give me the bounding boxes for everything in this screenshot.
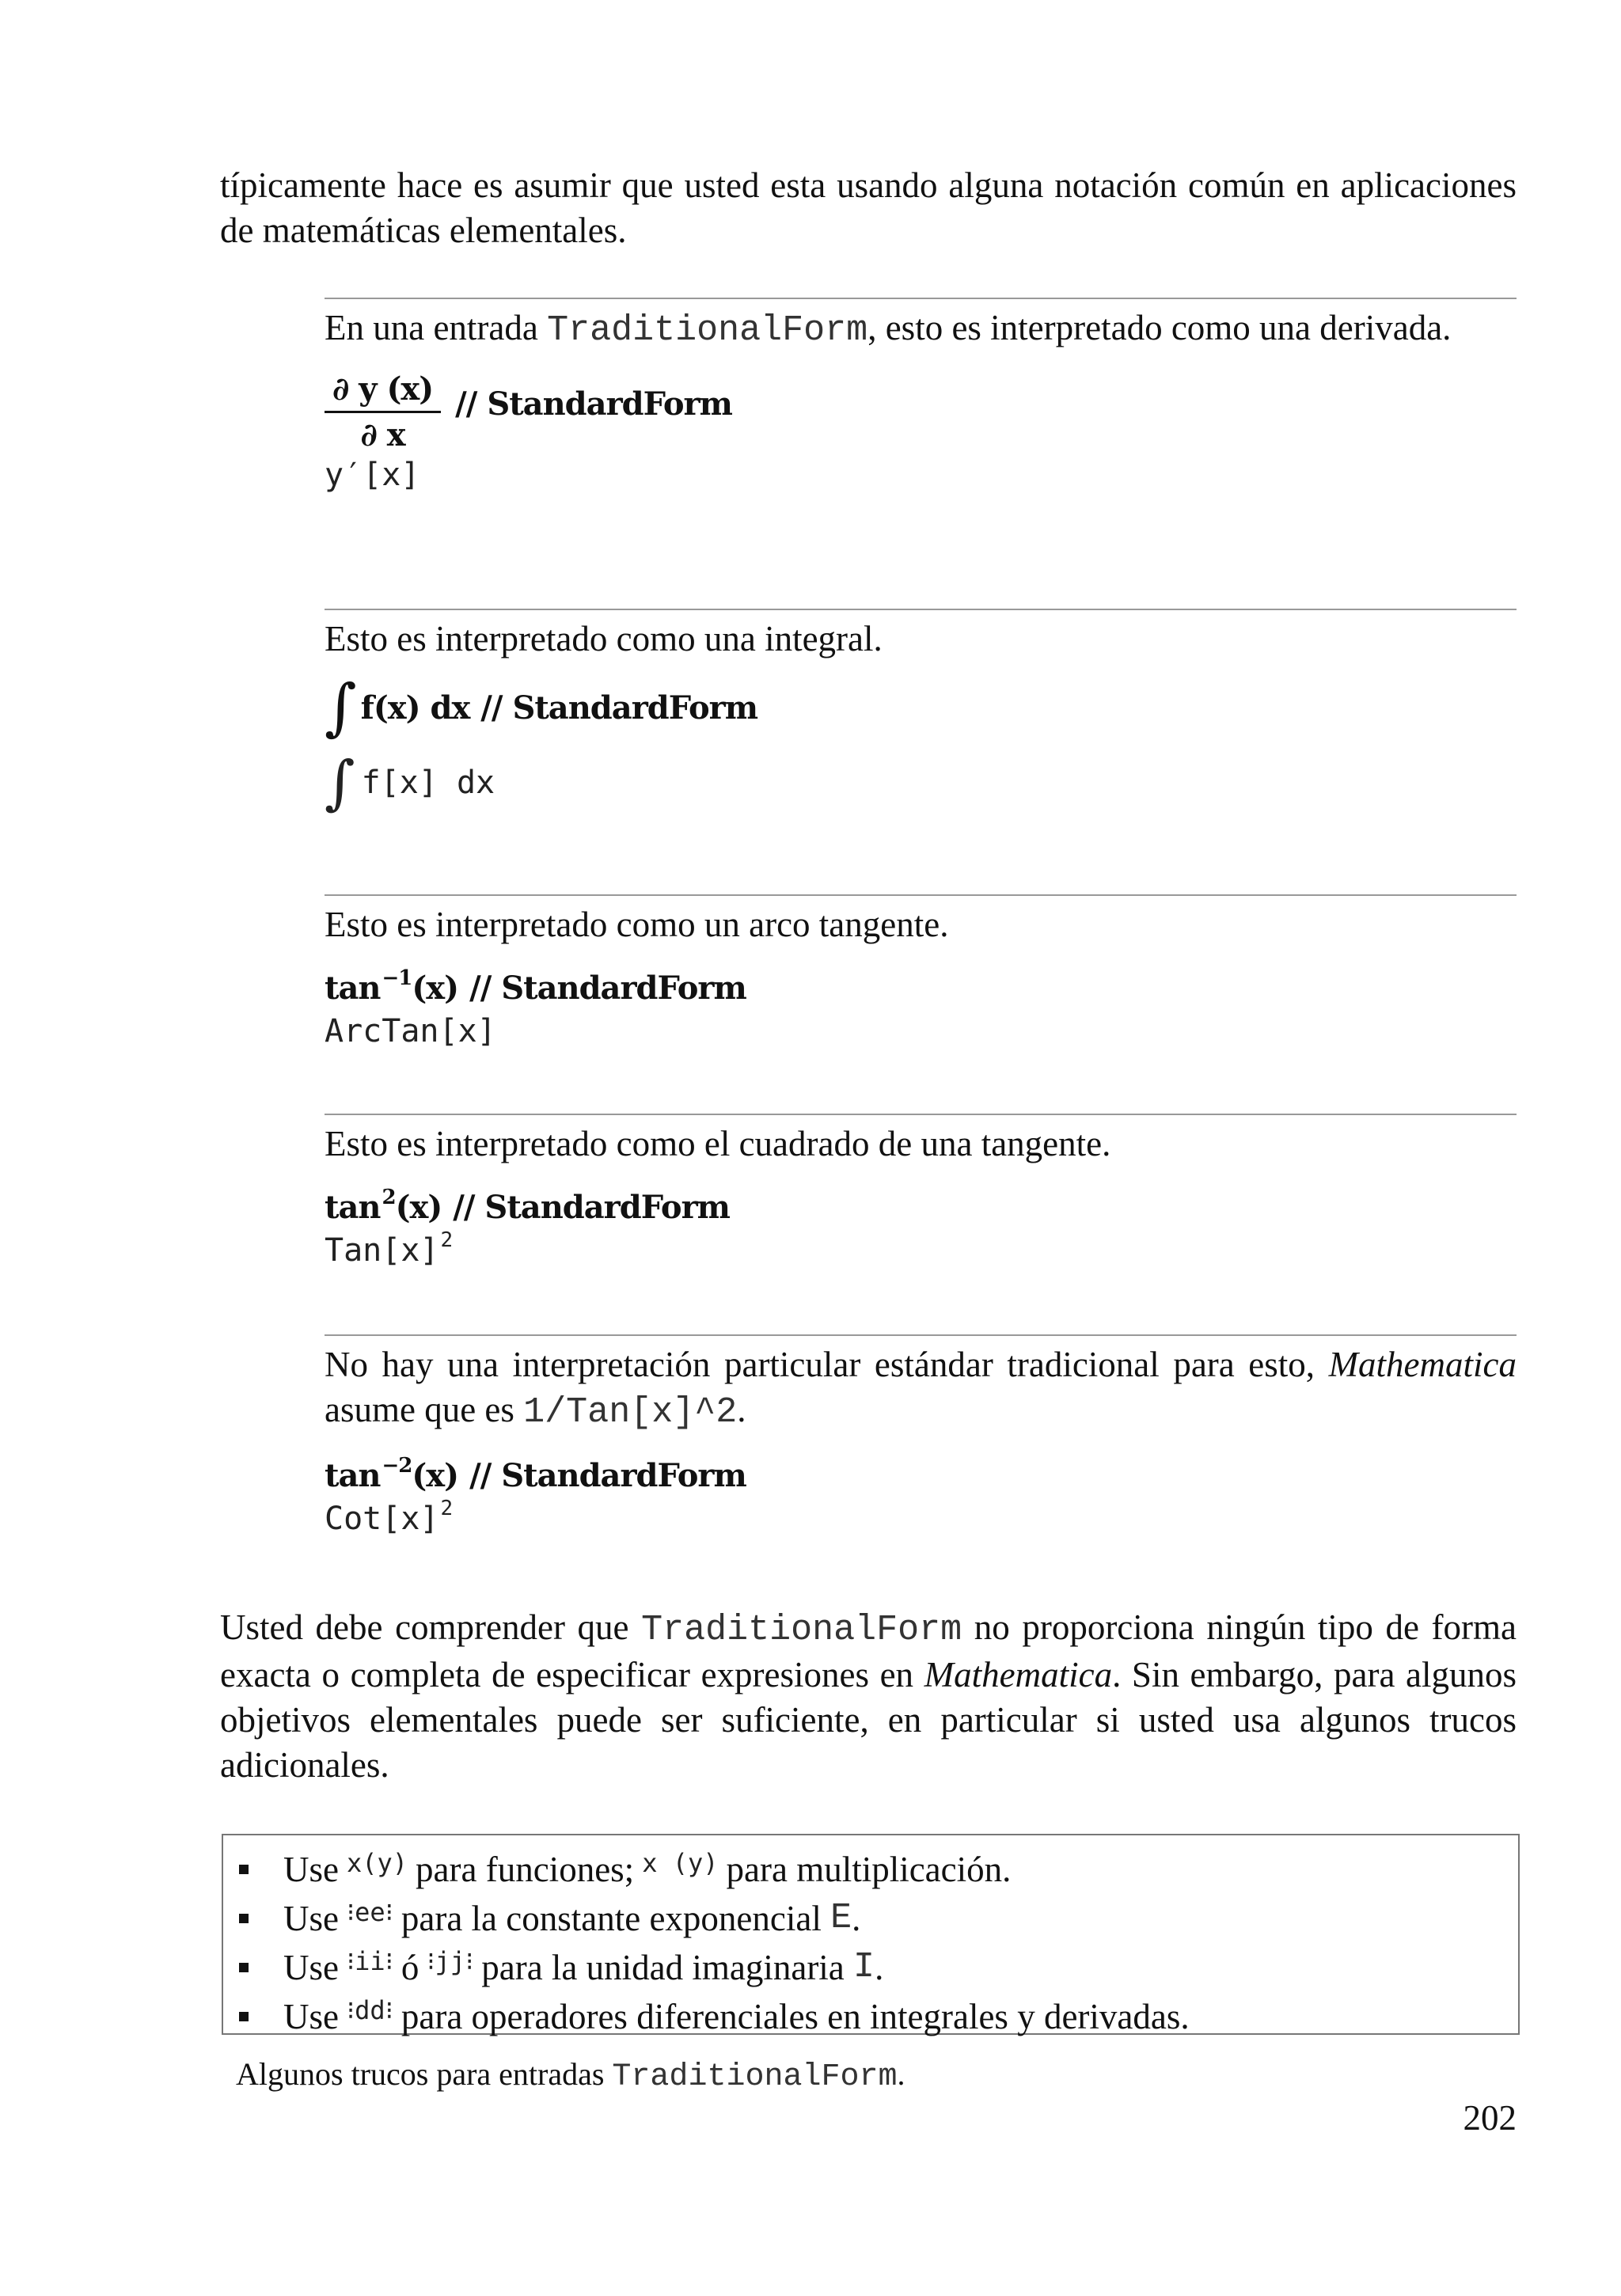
standardform-suffix: // StandardForm bbox=[480, 689, 758, 727]
input-line bbox=[325, 1454, 1517, 1494]
table-caption bbox=[236, 2055, 905, 2095]
function-argument: (x) bbox=[412, 1457, 459, 1494]
bullet-icon bbox=[239, 1865, 249, 1874]
input-glyph: ⁝dd⁝ bbox=[346, 1995, 393, 2025]
cell-text-part: . bbox=[737, 1390, 746, 1429]
superscript: 2 bbox=[382, 1186, 396, 1209]
cell-text-part: No hay una interpretación particular estándar tradicional para esto, bbox=[325, 1345, 1329, 1384]
output-line bbox=[325, 1497, 1517, 1537]
tip-item bbox=[239, 1894, 1518, 1943]
tip-text: para la constante exponencial bbox=[401, 1899, 822, 1938]
cell-text-part: En una entrada bbox=[325, 308, 548, 347]
bullet-icon bbox=[239, 2012, 249, 2021]
input-glyph: x (y) bbox=[642, 1848, 719, 1878]
example-cell-tan-squared bbox=[325, 1114, 1517, 1269]
cell-text: Esto es interpretado como un arco tangente. bbox=[325, 905, 949, 944]
italic-text: Mathematica bbox=[1328, 1345, 1517, 1384]
example-cell-tan-inverse-squared bbox=[325, 1334, 1517, 1537]
caption-text: . bbox=[897, 2056, 905, 2092]
tip-text: . bbox=[875, 1948, 884, 1987]
output-expression: f[x] dx bbox=[361, 765, 495, 801]
outro-paragraph bbox=[220, 1605, 1517, 1788]
output-line: ArcTan[x] bbox=[325, 1013, 496, 1049]
cell-text bbox=[325, 306, 1517, 353]
function-name: tan bbox=[325, 1457, 381, 1494]
function-name: tan bbox=[325, 970, 381, 1007]
input-line bbox=[325, 1186, 1517, 1226]
example-cell-derivative bbox=[325, 298, 1517, 493]
input-glyph: x(y) bbox=[346, 1848, 408, 1878]
tip-text: para operadores diferenciales en integrales y derivadas. bbox=[401, 1997, 1190, 2036]
tip-text: . bbox=[852, 1899, 861, 1938]
input-line bbox=[325, 672, 1517, 743]
tip-text: ó bbox=[401, 1948, 419, 1987]
output-line bbox=[325, 1228, 1517, 1269]
standardform-suffix: // StandardForm bbox=[455, 385, 732, 423]
integral-sign: ∫ bbox=[325, 749, 355, 817]
input-line bbox=[325, 370, 1517, 454]
function-argument: (x) bbox=[395, 1189, 442, 1226]
tip-text: para multiplicación. bbox=[726, 1850, 1012, 1889]
cell-text-part: asume que es bbox=[325, 1390, 524, 1429]
output-line: y′[x] bbox=[325, 457, 420, 493]
example-cell-arctan bbox=[325, 894, 1517, 1049]
tip-item bbox=[239, 1992, 1518, 2041]
bullet-icon bbox=[239, 1963, 249, 1972]
example-cell-integral bbox=[325, 609, 1517, 817]
superscript: −1 bbox=[382, 966, 412, 990]
inline-code: E bbox=[830, 1898, 852, 1938]
input-line bbox=[325, 966, 1517, 1007]
function-argument: (x) bbox=[412, 970, 459, 1007]
tip-text: Use bbox=[283, 1948, 339, 1987]
output-expression: Cot[x] bbox=[325, 1501, 439, 1537]
tip-text: para la unidad imaginaria bbox=[481, 1948, 845, 1987]
page-number: 202 bbox=[1463, 2098, 1517, 2138]
output-line bbox=[325, 749, 1517, 817]
cell-text: Esto es interpretado como una integral. bbox=[325, 619, 883, 658]
intro-paragraph: típicamente hace es asumir que usted esta usando alguna notación común en aplicaciones de matemáticas elementales. bbox=[220, 165, 1517, 250]
input-glyph: ⁝jj⁝ bbox=[427, 1946, 474, 1976]
inline-code: TraditionalForm bbox=[641, 1610, 962, 1650]
superscript: 2 bbox=[440, 1228, 454, 1252]
cell-text-part: , esto es interpretado como una derivada. bbox=[867, 308, 1452, 347]
output-expression: Tan[x] bbox=[325, 1232, 439, 1269]
fraction-numerator: ∂ y (x) bbox=[325, 370, 441, 413]
inline-code: TraditionalForm bbox=[612, 2059, 898, 2095]
standardform-suffix: // StandardForm bbox=[453, 1189, 731, 1226]
italic-text: Mathematica bbox=[924, 1655, 1113, 1694]
superscript: −2 bbox=[382, 1454, 412, 1478]
tip-text: Use bbox=[283, 1899, 339, 1938]
tip-item bbox=[239, 1943, 1518, 1992]
superscript: 2 bbox=[440, 1497, 454, 1520]
inline-code: I bbox=[853, 1947, 875, 1987]
function-name: tan bbox=[325, 1189, 381, 1226]
standardform-suffix: // StandardForm bbox=[469, 1457, 746, 1494]
standardform-suffix: // StandardForm bbox=[469, 970, 746, 1007]
bullet-icon bbox=[239, 1914, 249, 1923]
derivative-fraction bbox=[325, 370, 441, 454]
tip-text: Use bbox=[283, 1850, 339, 1889]
tip-text: Use bbox=[283, 1997, 339, 2036]
fraction-denominator: ∂ x bbox=[360, 416, 405, 454]
cell-text bbox=[325, 1342, 1517, 1435]
integral-expression: f(x) dx bbox=[360, 689, 470, 727]
cell-text: Esto es interpretado como el cuadrado de una tangente. bbox=[325, 1124, 1111, 1163]
tip-item bbox=[239, 1845, 1518, 1894]
integral-sign: ∫ bbox=[325, 672, 356, 743]
caption-text: Algunos trucos para entradas bbox=[236, 2056, 613, 2092]
tip-text: para funciones; bbox=[416, 1850, 635, 1889]
inline-code: 1/Tan[x]^2 bbox=[523, 1392, 738, 1433]
input-glyph: ⁝ii⁝ bbox=[346, 1946, 393, 1976]
tips-box bbox=[222, 1834, 1520, 2035]
outro-text-part: Usted debe comprender que bbox=[220, 1607, 642, 1647]
outro-text-part: . Sin embargo, para algunos objetivos elementales puede ser suficiente, en particular si usted usa algunos trucos adicionales. bbox=[220, 1655, 1517, 1785]
inline-code: TraditionalForm bbox=[547, 310, 868, 351]
input-glyph: ⁝ee⁝ bbox=[346, 1897, 393, 1927]
outro-text-part: no proporciona ningún tipo de forma exacta o completa de especificar expresiones en bbox=[220, 1607, 1517, 1694]
